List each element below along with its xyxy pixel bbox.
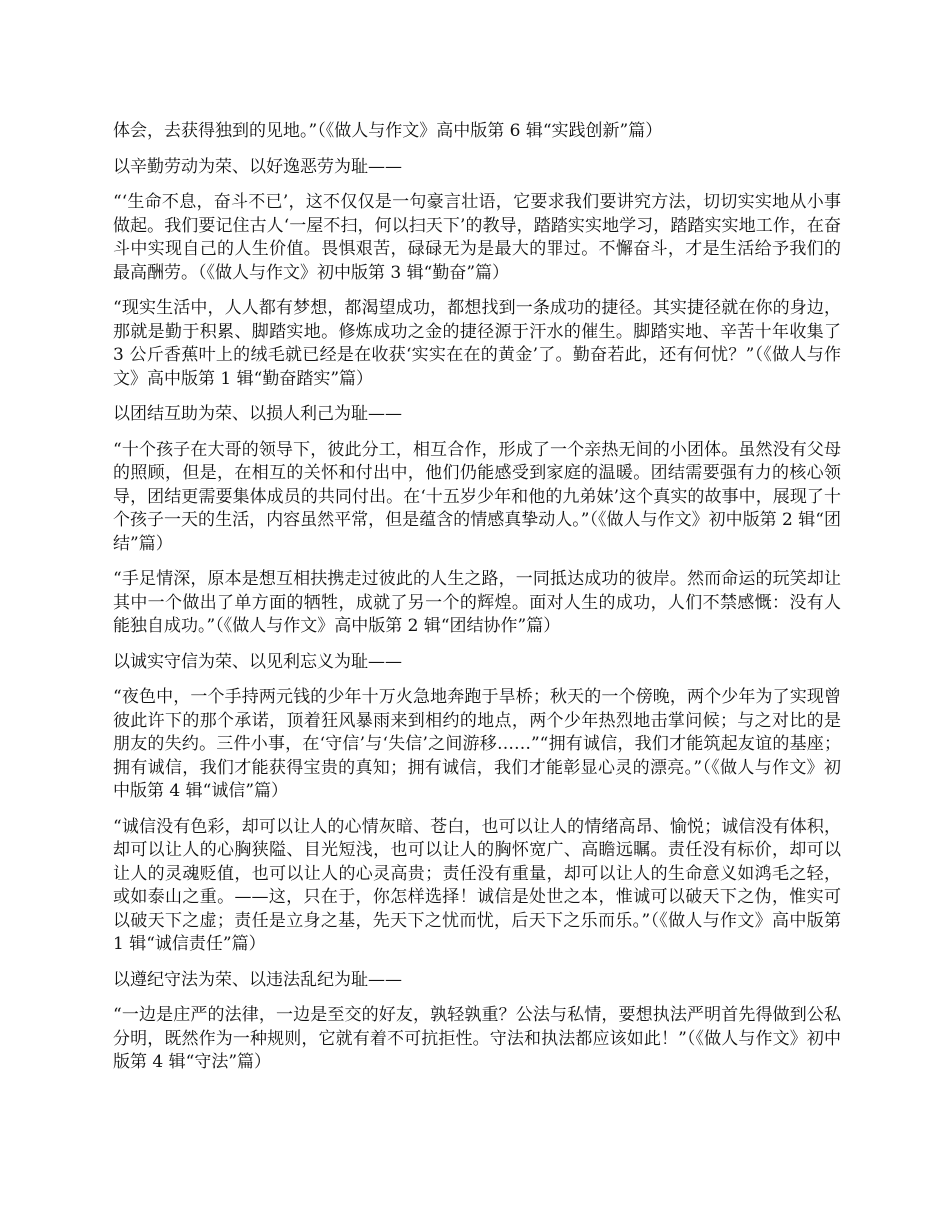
heading-unity: 以团结互助为荣、以损人利己为耻—— [113,404,402,424]
paragraph-honesty-junior: “夜色中，一个手持两元钱的少年十万火急地奔跑于旱桥；秋天的一个傍晚，两个少年为了实现曾彼此许下的那个承诺，顶着狂风暴雨来到相约的地点，两个少年热烈地击掌问候；与之对比的是朋友的失约。三件小事，在‘守信’与‘失信’之间游移……”“拥有诚信，我们才能筑起友谊的基座；拥有诚信，我们才能获得宝贵的真知；拥有诚信，我们才能彰显心灵的漂亮。”（《做人与作文》初中版第 4 辑“诚信”篇） [113,687,841,801]
document-page [113,120,841,1087]
paragraph-diligence-junior: “‘生命不息，奋斗不已’，这不仅仅是一句豪言壮语，它要求我们要讲究方法，切切实实地从小事做起。我们要记住古人‘一屋不扫，何以扫天下’的教导，踏踏实实地学习，踏踏实实地工作，在奋斗中实现自己的人生价值。畏惧艰苦，碌碌无为是最大的罪过。不懈奋斗，才是生活给予我们的最高酬劳。（《做人与作文》初中版第 3 辑“勤奋”篇） [113,192,841,283]
heading-law: 以遵纪守法为荣、以违法乱纪为耻—— [113,969,402,990]
paragraph-law-junior: “一边是庄严的法律，一边是至交的好友，孰轻孰重？公法与私情，要想执法严明首先得做到公私分明，既然作为一种规则，它就有着不可抗拒性。守法和执法都应该如此！”（《做人与作文》初中版第 4 辑“守法”篇） [113,1005,841,1072]
paragraph-unity-junior: “十个孩子在大哥的领导下，彼此分工，相互合作，形成了一个亲热无间的小团体。虽然没有父母的照顾，但是，在相互的关怀和付出中，他们仍能感受到家庭的温暖。团结需要强有力的核心领导，团结更需要集体成员的共同付出。在‘十五岁少年和他的九弟妹’这个真实的故事中，展现了十个孩子一天的生活，内容虽然平常，但是蕴含的情感真挚动人。”（《做人与作文》初中版第 2 辑“团结”篇） [113,439,841,554]
paragraph-diligence-senior: “现实生活中，人人都有梦想，都渴望成功，都想找到一条成功的捷径。其实捷径就在你的身边，那就是勤于积累、脚踏实地。修炼成功之金的捷径源于汗水的催生。脚踏实地、辛苦十年收集了 3 公斤香蕉叶上的绒毛就已经是在收获‘实实在在的黄金’了。勤奋若此，还有何忧？”（《做人与作文》高中版第 1 辑“勤奋踏实”篇） [113,298,841,389]
heading-diligence: 以辛勤劳动为荣、以好逸恶劳为耻—— [113,156,402,177]
paragraph-unity-senior: “手足情深，原本是想互相扶携走过彼此的人生之路，一同抵达成功的彼岸。然而命运的玩笑却让其中一个做出了单方面的牺牲，成就了另一个的辉煌。面对人生的成功，人们不禁感慨：没有人能独自成功。”（《做人与作文》高中版第 2 辑“团结协作”篇） [113,569,841,636]
heading-honesty: 以诚实守信为荣、以见利忘义为耻—— [113,651,402,672]
paragraph-honesty-senior: “诚信没有色彩，却可以让人的心情灰暗、苍白，也可以让人的情绪高昂、愉悦；诚信没有体积，却可以让人的心胸狭隘、目光短浅，也可以让人的胸怀宽广、高瞻远瞩。责任没有标价，却可以让人的灵魂贬值，也可以让人的心灵高贵；责任没有重量，却可以让人的生命意义如鸿毛之轻，或如泰山之重。——这，只在于，你怎样选择！诚信是处世之本，惟诚可以破天下之伪，惟实可以破天下之虚；责任是立身之基，先天下之忧而忧，后天下之乐而乐。”（《做人与作文》高中版第 1 辑“诚信责任”篇） [113,816,841,954]
paragraph-practice-innovation-tail: 体会，去获得独到的见地。”（《做人与作文》高中版第 6 辑“实践创新”篇） [113,121,663,141]
